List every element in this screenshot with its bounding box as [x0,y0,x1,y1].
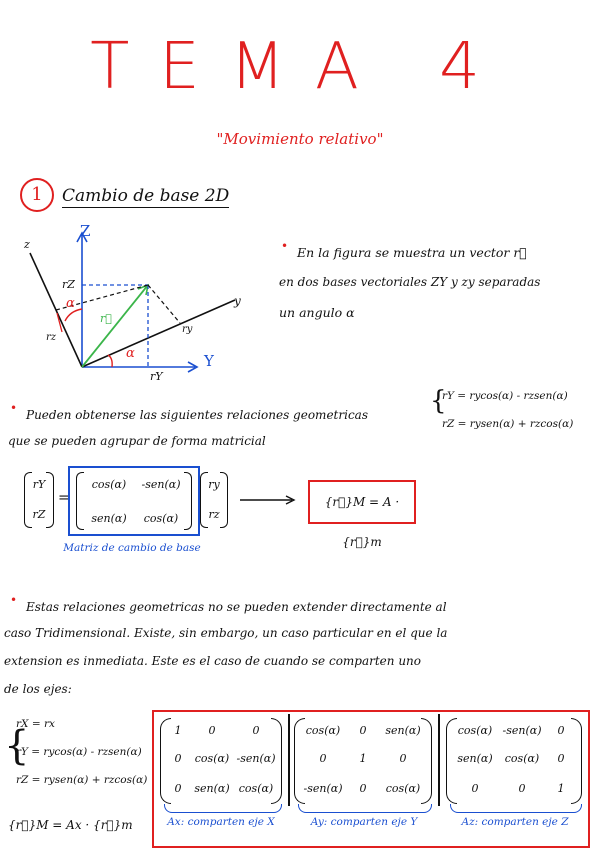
lhs-top: rY [32,478,46,491]
ax-cell: -sen(α) [236,752,276,765]
base-change-figure [10,225,260,395]
az-cell: sen(α) [457,752,493,765]
az-cell: -sen(α) [502,724,542,737]
matrix-m11: cos(α) [91,478,127,491]
az-cell: 1 [557,782,565,795]
ay-caption: Ay: comparten eje Y [310,816,418,828]
rhs-bottom: rz [208,508,220,521]
axis-yprime-label: y [234,294,241,308]
matrix-ax [160,718,282,804]
rotation-matrix [76,472,192,530]
matrix-m22: cos(α) [143,512,179,525]
az-cell: 0 [518,782,526,795]
az-cell: 0 [471,782,479,795]
paragraph-2-line-2: que se pueden agrupar de forma matricial [8,434,266,448]
ax-brace [164,804,282,813]
paragraph-1-line-3: un angulo α [279,305,355,320]
label-ry-prime: ry [182,324,193,335]
ay-cell: cos(α) [385,782,421,795]
eq3d-3: rZ = rysen(α) + rzcos(α) [16,774,148,786]
paragraph-1-line-2: en dos bases vectoriales ZY y zy separadas [279,275,541,289]
az-cell: 0 [557,724,565,737]
axis-y-label: Y [204,352,214,370]
page-subtitle: "Movimiento relativo" [216,130,384,148]
ax-cell: 1 [174,724,182,737]
paragraph-3-line-4: de los ejes: [4,682,72,696]
label-vector-r: r⃗ [100,312,112,325]
bullet-1: • [281,239,289,253]
ay-cell: 0 [319,752,327,765]
ax-cell: 0 [208,724,216,737]
az-cell: 0 [557,752,565,765]
label-rz-prime: rz [46,332,57,343]
rotation-matrices-3d-box [152,710,590,848]
ay-cell: 0 [399,752,407,765]
bullet-3: • [10,593,18,607]
matrix-m12: -sen(α) [141,478,181,491]
ay-cell: 1 [359,752,367,765]
ay-cell: -sen(α) [303,782,343,795]
az-cell: cos(α) [504,752,540,765]
ay-cell: 0 [359,782,367,795]
ax-caption: Ax: comparten eje X [167,816,275,828]
relation-eq-1: rY = rycos(α) - rzsen(α) [442,390,568,402]
eq3d-compact: {r⃗}M = Ax · {r⃗}m [8,818,133,832]
ax-cell: cos(α) [238,782,274,795]
page-title: TEMA 4 [90,30,510,104]
rotation-matrix-box [68,466,200,536]
az-caption: Az: comparten eje Z [461,816,569,828]
brace-left-icon: { [430,386,447,416]
proj-ryprime-dashed [148,285,180,323]
section-title: Cambio de base 2D [62,186,230,206]
paragraph-3-line-1: Estas relaciones geometricas no se pueden extender directamente al [26,600,447,614]
paragraph-3-line-3: extension es inmediata. Este es el caso de cuando se comparten uno [4,654,422,668]
ay-cell: sen(α) [385,724,421,737]
eq3d-1: rX = rx [16,718,55,730]
az-cell: cos(α) [457,724,493,737]
rhs-vector [200,472,228,528]
eq3d-2: rY = rycos(α) - rzsen(α) [16,746,142,758]
axis-zprime-label: z [24,238,30,251]
label-ry: rY [150,370,163,383]
paragraph-1-line-1: En la figura se muestra un vector r⃗ [297,245,527,260]
paragraph-3-line-2: caso Tridimensional. Existe, sin embargo, un caso particular en el que la [4,626,448,640]
axis-z-label: Z [80,222,91,240]
rhs-top: ry [208,478,220,491]
az-brace [450,804,582,813]
paragraph-2-line-1: Pueden obtenerse las siguientes relaciones geometricas [26,408,368,422]
ay-cell: 0 [359,724,367,737]
section-number: 1 [20,178,54,212]
compact-equation-box: {r⃗}M = A · {r⃗}m [308,480,416,524]
ax-cell: cos(α) [194,752,230,765]
ax-cell: 0 [252,724,260,737]
vector-r [82,285,148,367]
equals-sign: = [58,490,70,506]
matrix-m21: sen(α) [91,512,127,525]
lhs-bottom: rZ [32,508,46,521]
ay-brace [298,804,432,813]
ax-cell: sen(α) [194,782,230,795]
relation-eq-2: rZ = rysen(α) + rzcos(α) [442,418,574,430]
label-alpha-bottom: α [126,346,135,361]
label-alpha-top: α [66,296,75,311]
matrix-caption: Matriz de cambio de base [63,542,201,554]
ax-cell: 0 [174,782,182,795]
label-rz: rZ [62,278,75,291]
matrix-ay [294,718,432,804]
matrix-az [446,718,582,804]
ax-cell: 0 [174,752,182,765]
brace-3d-icon: { [4,723,30,769]
ay-cell: cos(α) [305,724,341,737]
implies-arrow-icon [238,494,298,506]
bullet-2: • [10,401,18,415]
angle-arc-bottom [108,355,112,367]
lhs-vector [24,472,54,528]
